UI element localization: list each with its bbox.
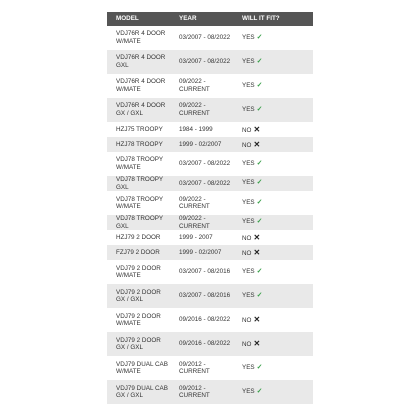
check-icon: ✓ [256,198,263,206]
table-row [107,332,313,356]
year-cell: 03/2007 - 08/2016 [170,284,233,308]
fit-cell [233,245,313,260]
model-cell: VDJ76R 4 DOOR W/MATE [107,74,170,98]
fit-cell [233,152,313,176]
year-cell: 09/2012 - CURRENT [170,380,233,404]
fit-cell [233,50,313,74]
table-row [107,215,313,230]
cross-icon: ✕ [253,339,261,349]
model-cell: VDJ79 2 DOOR W/MATE [107,308,170,332]
check-icon: ✓ [256,387,263,395]
model-cell: VDJ79 DUAL CAB W/MATE [107,356,170,380]
fit-cell [233,356,313,380]
fit-answer: NO [242,249,252,257]
fit-answer: NO [242,317,252,325]
model-cell: VDJ79 2 DOOR GX / GXL [107,332,170,356]
model-cell: VDJ76R 4 DOOR GXL [107,50,170,74]
fit-cell [233,191,313,215]
table-row [107,260,313,284]
table-row [107,74,313,98]
model-cell: VDJ79 2 DOOR GX / GXL [107,284,170,308]
fit-answer: NO [242,126,252,134]
table-row [107,191,313,215]
fit-cell [233,284,313,308]
table-row [107,284,313,308]
fit-answer: NO [242,141,252,149]
fit-cell [233,74,313,98]
year-cell: 03/2007 - 08/2022 [170,26,233,50]
model-cell: HZJ78 TROOPY [107,137,170,152]
fit-cell [233,98,313,122]
fit-answer: YES [242,387,255,395]
model-cell: VDJ78 TROOPY W/MATE [107,152,170,176]
year-cell: 1999 - 2007 [170,230,233,245]
model-cell: FZJ79 2 DOOR [107,245,170,260]
check-icon: ✓ [256,291,263,299]
check-icon: ✓ [256,81,263,89]
fit-answer: YES [242,218,255,226]
model-cell: VDJ79 DUAL CAB GX / GXL [107,380,170,404]
fitment-table [107,12,313,404]
check-icon: ✓ [256,179,263,187]
fit-answer: NO [242,234,252,242]
fit-answer: YES [242,198,255,206]
model-cell: VDJ78 TROOPY W/MATE [107,191,170,215]
fit-cell [233,332,313,356]
fit-cell [233,122,313,137]
year-cell: 09/2016 - 08/2022 [170,308,233,332]
model-cell: VDJ76R 4 DOOR GX / GXL [107,98,170,122]
year-cell: 09/2022 - CURRENT [170,74,233,98]
cross-icon: ✕ [253,139,261,149]
model-cell: VDJ76R 4 DOOR W/MATE [107,26,170,50]
table-header-row [107,12,313,26]
table-row [107,380,313,404]
fit-cell [233,230,313,245]
check-icon: ✓ [256,267,263,275]
year-cell: 1999 - 02/2007 [170,245,233,260]
table-row [107,26,313,50]
year-cell: 03/2007 - 08/2016 [170,260,233,284]
check-icon: ✓ [256,363,263,371]
model-cell: VDJ78 TROOPY GXL [107,176,170,191]
year-cell: 03/2007 - 08/2022 [170,50,233,74]
fit-answer: YES [242,291,255,299]
fit-answer: YES [242,267,255,275]
year-cell: 1999 - 02/2007 [170,137,233,152]
fit-answer: YES [242,105,255,113]
year-cell: 09/2022 - CURRENT [170,98,233,122]
table-row [107,356,313,380]
year-cell: 09/2016 - 08/2022 [170,332,233,356]
cross-icon: ✕ [253,124,261,134]
fit-answer: YES [242,33,255,41]
year-cell: 09/2022 - CURRENT [170,215,233,230]
fit-cell [233,137,313,152]
fit-cell [233,26,313,50]
table-row [107,137,313,152]
model-cell: VDJ79 2 DOOR W/MATE [107,260,170,284]
table-row [107,245,313,260]
table-row [107,50,313,74]
model-cell: VDJ78 TROOPY GXL [107,215,170,230]
year-cell: 03/2007 - 08/2022 [170,152,233,176]
check-icon: ✓ [256,33,263,41]
year-cell: 1984 - 1999 [170,122,233,137]
cross-icon: ✕ [253,247,261,257]
model-cell: HZJ75 TROOPY [107,122,170,137]
table-row [107,152,313,176]
table-row [107,308,313,332]
table-row [107,122,313,137]
fitment-table-body [107,26,313,404]
year-cell: 09/2012 - CURRENT [170,356,233,380]
fit-column-header: WILL IT FIT? [233,12,313,26]
fit-cell [233,260,313,284]
table-row [107,176,313,191]
fit-answer: YES [242,57,255,65]
fit-answer: YES [242,81,255,89]
check-icon: ✓ [256,218,263,226]
cross-icon: ✕ [253,232,261,242]
fit-cell [233,308,313,332]
year-cell: 03/2007 - 08/2022 [170,176,233,191]
model-column-header: MODEL [107,12,170,26]
fit-answer: YES [242,363,255,371]
check-icon: ✓ [256,159,263,167]
fit-answer: NO [242,341,252,349]
check-icon: ✓ [256,57,263,65]
fit-cell [233,215,313,230]
year-column-header: YEAR [170,12,233,26]
table-row [107,230,313,245]
fit-answer: YES [242,159,255,167]
fit-cell [233,176,313,191]
fit-answer: YES [242,179,255,187]
year-cell: 09/2022 - CURRENT [170,191,233,215]
check-icon: ✓ [256,105,263,113]
model-cell: HZJ79 2 DOOR [107,230,170,245]
fit-cell [233,380,313,404]
cross-icon: ✕ [253,315,261,325]
table-row [107,98,313,122]
